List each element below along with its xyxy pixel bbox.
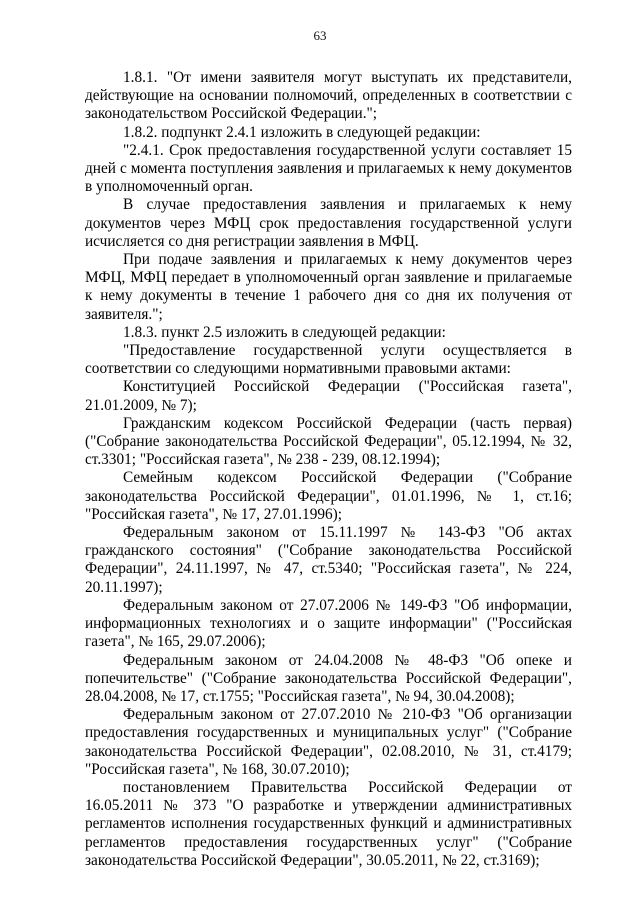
paragraph-1-8-3: 1.8.3. пункт 2.5 изложить в следующей редакции:: [123, 323, 446, 341]
paragraph-law-149: Федеральным законом от 27.07.2006 № 149-ФЗ "Об информации, информационных технологиях и о защите информации" ("Российская газета", № 165, 29.07.2006);: [85, 596, 572, 651]
paragraph-law-143: Федеральным законом от 15.11.1997 № 143-ФЗ "Об актах гражданского состояния" ("Собрание законодательства Российской Федерации", 24.11.1997, № 47, ст.5340; "Российская газета", № 224, 20.11.1997);: [85, 524, 572, 596]
paragraph-legal-basis-intro: "Предоставление государственной услуги осуществляется в соответствии со следующими нормативными правовыми актами:: [85, 342, 572, 378]
paragraph-mfc-transfer: При подаче заявления и прилагаемых к нему документов через МФЦ, МФЦ передает в уполномоченный орган заявление и прилагаемые к нему документы в течение 1 рабочего дня со дня их получения от заявителя.";: [85, 251, 572, 323]
paragraph-1-8-1: 1.8.1. "От имени заявителя могут выступать их представители, действующие на основании полномочий, определенных в соответствии с законодательством Российской Федерации.";: [85, 69, 572, 123]
paragraph-constitution: Конституцией Российской Федерации ("Российская газета", 21.01.2009, № 7);: [85, 378, 572, 414]
paragraph-family-code: Семейным кодексом Российской Федерации ("Собрание законодательства Российской Федерации", 01.01.1996, № 1, ст.16; "Российская газета", № 17, 27.01.1996);: [85, 469, 572, 523]
paragraph-law-48: Федеральным законом от 24.04.2008 № 48-ФЗ "Об опеке и попечительстве" ("Собрание законодательства Российской Федерации", 28.04.2008, № 17, ст.1755; "Российская газета", № 94, 30.04.2008);: [85, 651, 572, 705]
paragraph-law-210: Федеральным законом от 27.07.2010 № 210-ФЗ "Об организации предоставления государственных и муниципальных услуг" ("Собрание законодательства Российской Федерации", 02.08.2010, № 31, ст.4179; "Российская газета", № 168, 30.07.2010);: [85, 706, 572, 778]
paragraph-civil-code: Гражданским кодексом Российской Федерации (часть первая) ("Собрание законодательства Российской Федерации", 05.12.1994, № 32, ст.3301; "Российская газета", № 238 - 239, 08.12.1994);: [85, 414, 572, 469]
page-number: 63: [313, 28, 327, 43]
document-body: [85, 69, 572, 870]
paragraph-mfc-term: В случае предоставления заявления и прилагаемых к нему документов через МФЦ срок предоставления государственной услуги исчисляется со дня регистрации заявления в МФЦ.: [85, 196, 572, 250]
paragraph-1-8-2: 1.8.2. подпункт 2.4.1 изложить в следующей редакции:: [123, 123, 481, 141]
paragraph-resolution-373: постановлением Правительства Российской Федерации от 16.05.2011 № 373 "О разработке и утверждении административных регламентов исполнения государственных функций и административных регламентов предоставления государственных услуг" ("Собрание законодательства Российской Федерации", 30.05.2011, № 22, ст.3169);: [85, 778, 572, 869]
paragraph-2-4-1: "2.4.1. Срок предоставления государственной услуги составляет 15 дней с момента поступления заявления и прилагаемых к нему документов в уполномоченный орган.: [85, 141, 572, 196]
